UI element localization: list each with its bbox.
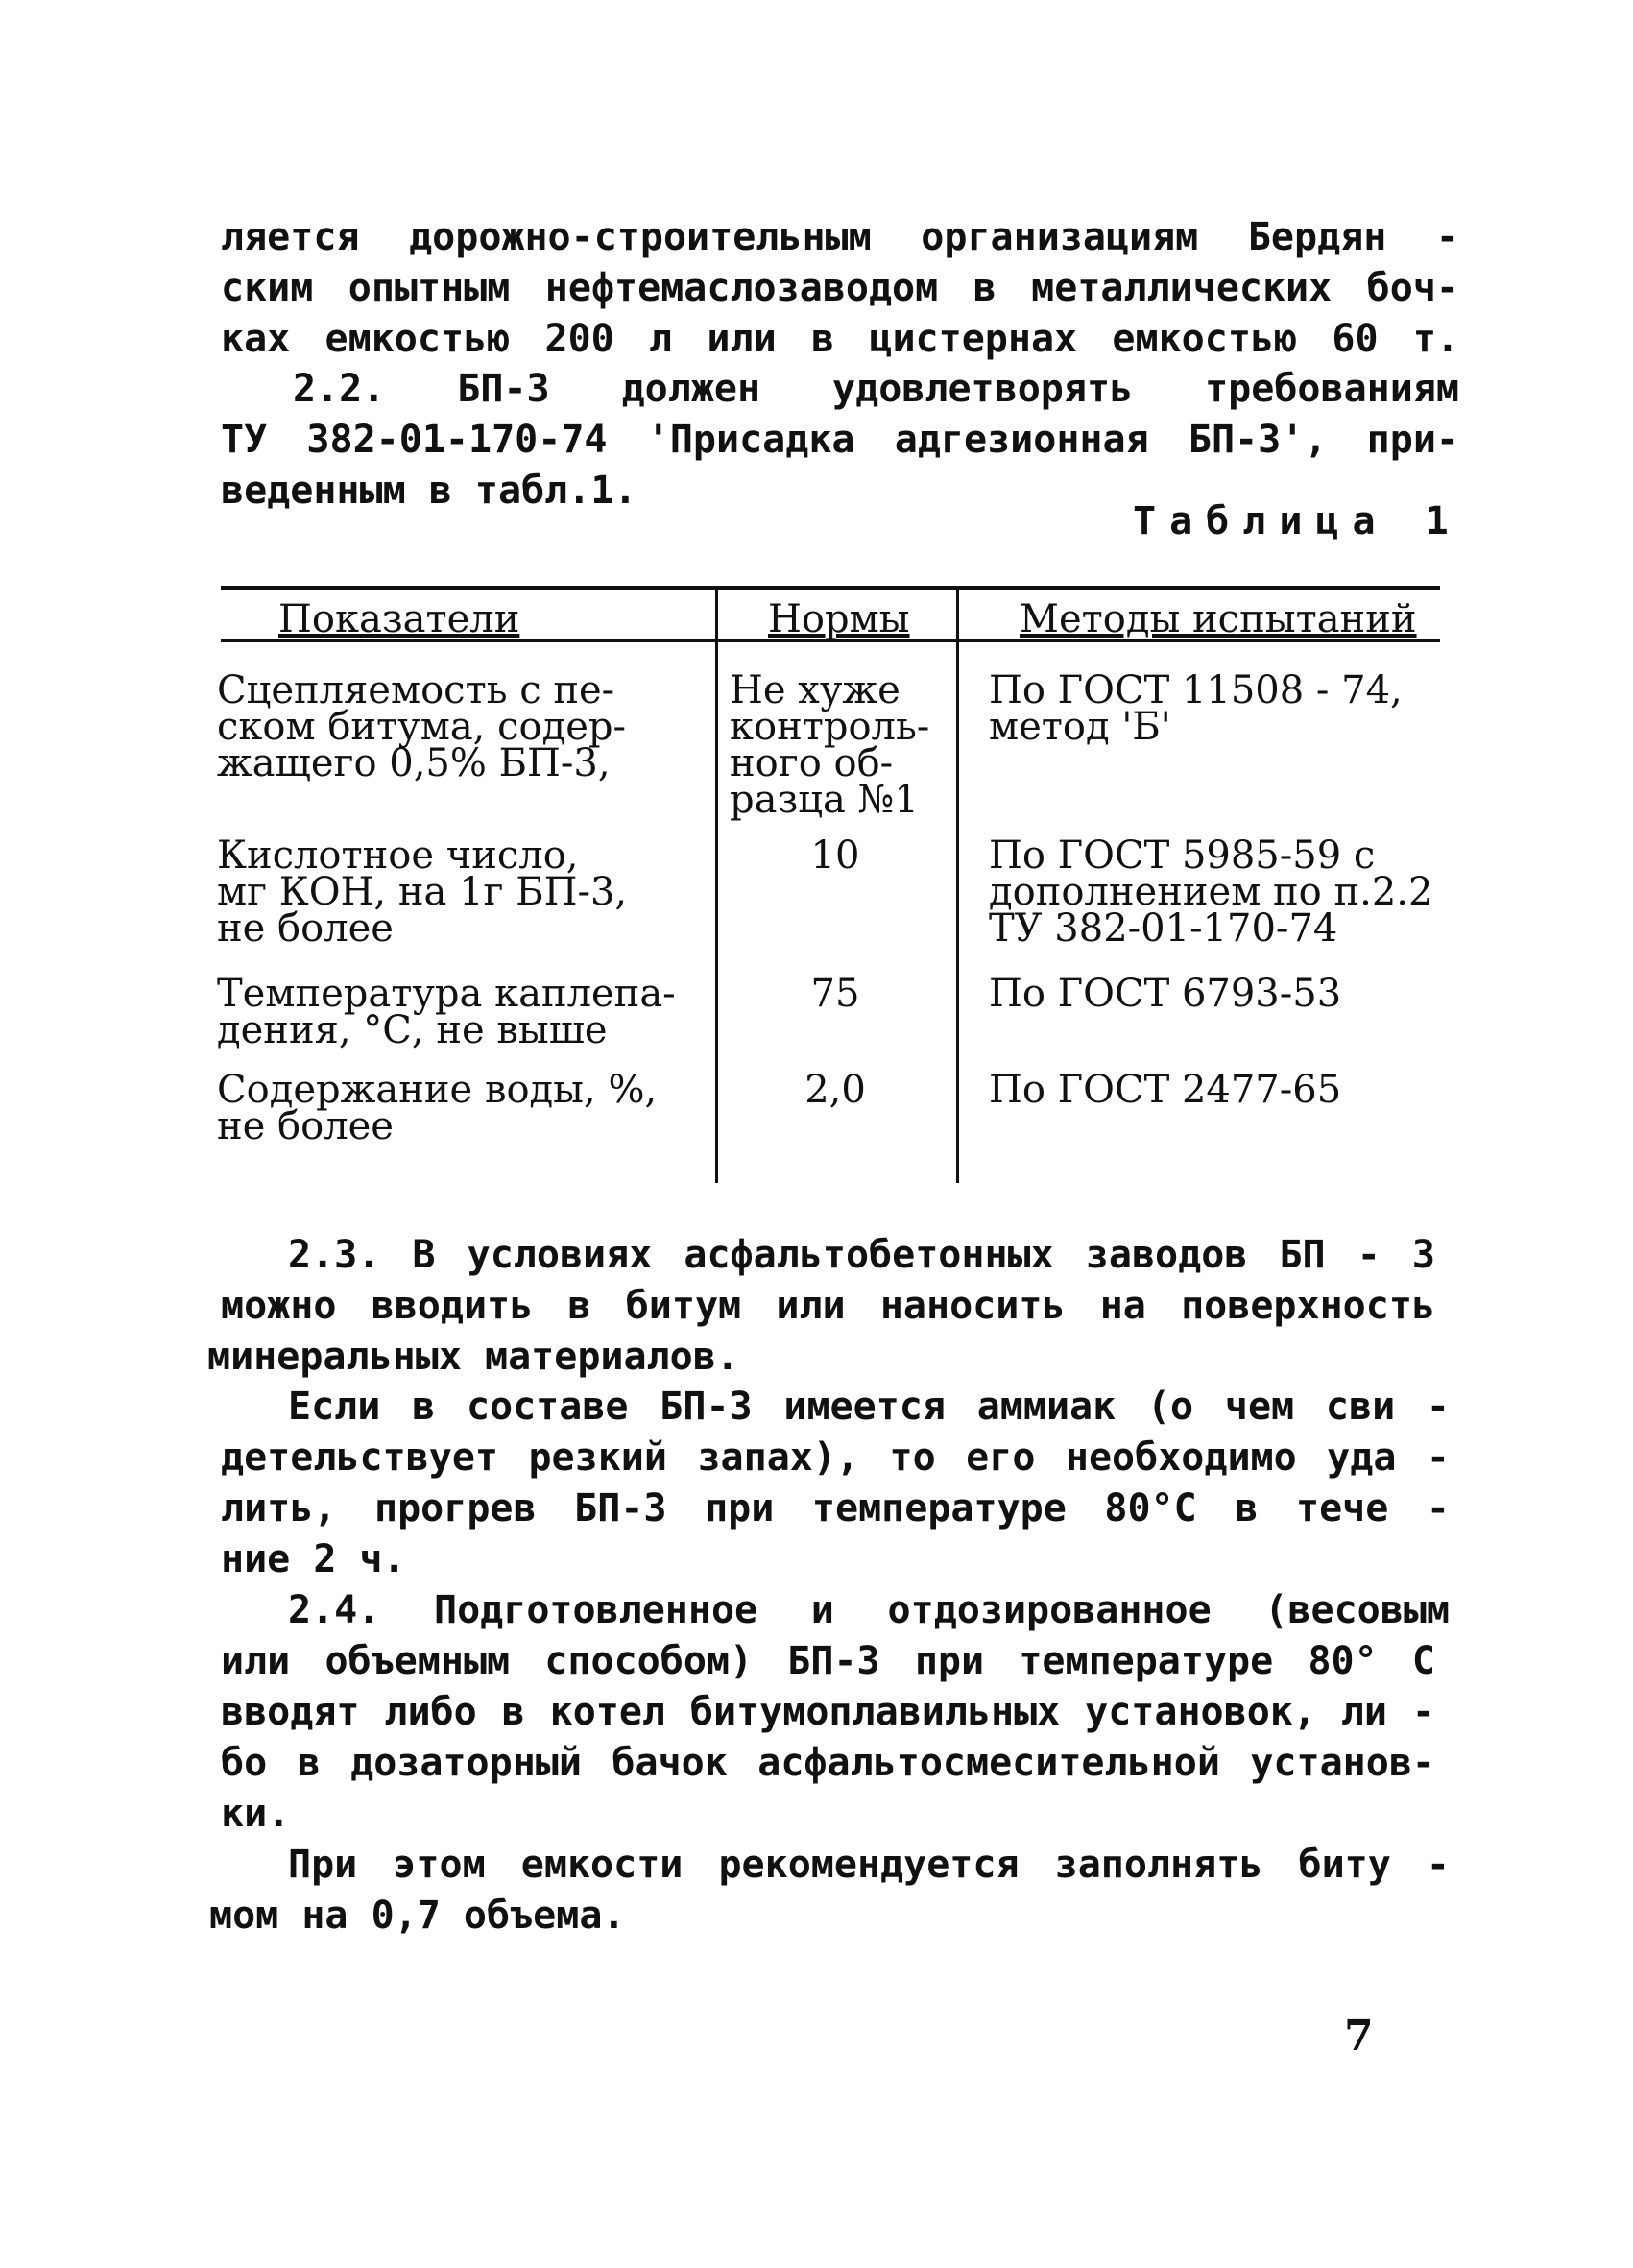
text-line: бо в дозаторный бачок асфальтосмесительной установ-: [221, 1741, 1435, 1785]
text-line: вводят либо в котел битумоплавильных установок, ли -: [221, 1690, 1435, 1734]
text-line: При этом емкости рекомендуется заполнять биту -: [288, 1843, 1450, 1887]
table-cell-method: По ГОСТ 5985-59 с дополнением по п.2.2 ТУ 382-01-170-74: [989, 833, 1433, 951]
table-caption: Таблица 1: [1133, 499, 1462, 543]
text-line: 2.3. В условиях асфальтобетонных заводов БП - 3: [288, 1233, 1435, 1277]
text-line: или объемным способом) БП-3 при температуре 80° С: [221, 1639, 1435, 1683]
table-cell-method: По ГОСТ 11508 - 74, метод 'Б': [989, 668, 1403, 749]
table-cell-norm: 10: [810, 833, 860, 878]
table-header-indicators: Показатели: [278, 597, 520, 641]
text-line: 2.4. Подготовленное и отдозированное (весовым: [288, 1588, 1450, 1632]
table-cell-norm: Не хуже контроль- ного об- разца №1: [730, 668, 930, 822]
table-cell-norm: 2,0: [804, 1068, 866, 1112]
text-line: мом на 0,7 объема.: [209, 1894, 626, 1938]
table-cell-indicator: Температура каплепа- дения, °С, не выше: [217, 972, 676, 1052]
text-line: 2.2. БП-3 должен удовлетворять требованиям: [293, 367, 1459, 411]
page-number: 7: [1344, 2012, 1374, 2061]
text-line: веденным в табл.1.: [221, 469, 637, 513]
table-cell-indicator: Содержание воды, %, не более: [217, 1068, 658, 1148]
table-cell-indicator: Сцепляемость с пе- ском битума, содер- жащего 0,5% БП-3,: [217, 668, 627, 785]
table-header-norms: Нормы: [768, 597, 910, 641]
text-line: ние 2 ч.: [221, 1537, 406, 1581]
table-column-divider: [956, 588, 959, 1183]
text-line: минеральных материалов.: [207, 1335, 739, 1379]
table-column-divider: [715, 588, 718, 1183]
table-header-methods: Методы испытаний: [1020, 597, 1417, 641]
text-line: лить, прогрев БП-3 при температуре 80°С в тече -: [221, 1486, 1450, 1531]
text-line: ляется дорожно-строительным организациям Бердян -: [221, 215, 1459, 259]
table-top-rule: [221, 586, 1440, 590]
table-cell-method: По ГОСТ 6793-53: [989, 972, 1342, 1016]
text-line: ским опытным нефтемаслозаводом в металлических боч-: [221, 266, 1459, 310]
table-cell-norm: 75: [810, 972, 860, 1016]
table-cell-indicator: Кислотное число, мг КОН, на 1г БП-3, не более: [217, 833, 628, 951]
text-line: детельствует резкий запах), то его необходимо уда -: [221, 1436, 1450, 1480]
table-cell-method: По ГОСТ 2477-65: [989, 1068, 1342, 1112]
text-line: ки.: [221, 1792, 291, 1836]
text-line: Если в составе БП-3 имеется аммиак (о чем сви -: [288, 1385, 1450, 1429]
text-line: ках емкостью 200 л или в цистернах емкостью 60 т.: [221, 317, 1459, 361]
text-line: можно вводить в битум или наносить на поверхность: [221, 1284, 1435, 1328]
text-line: ТУ 382-01-170-74 'Присадка адгезионная БП-3', при-: [221, 418, 1459, 462]
